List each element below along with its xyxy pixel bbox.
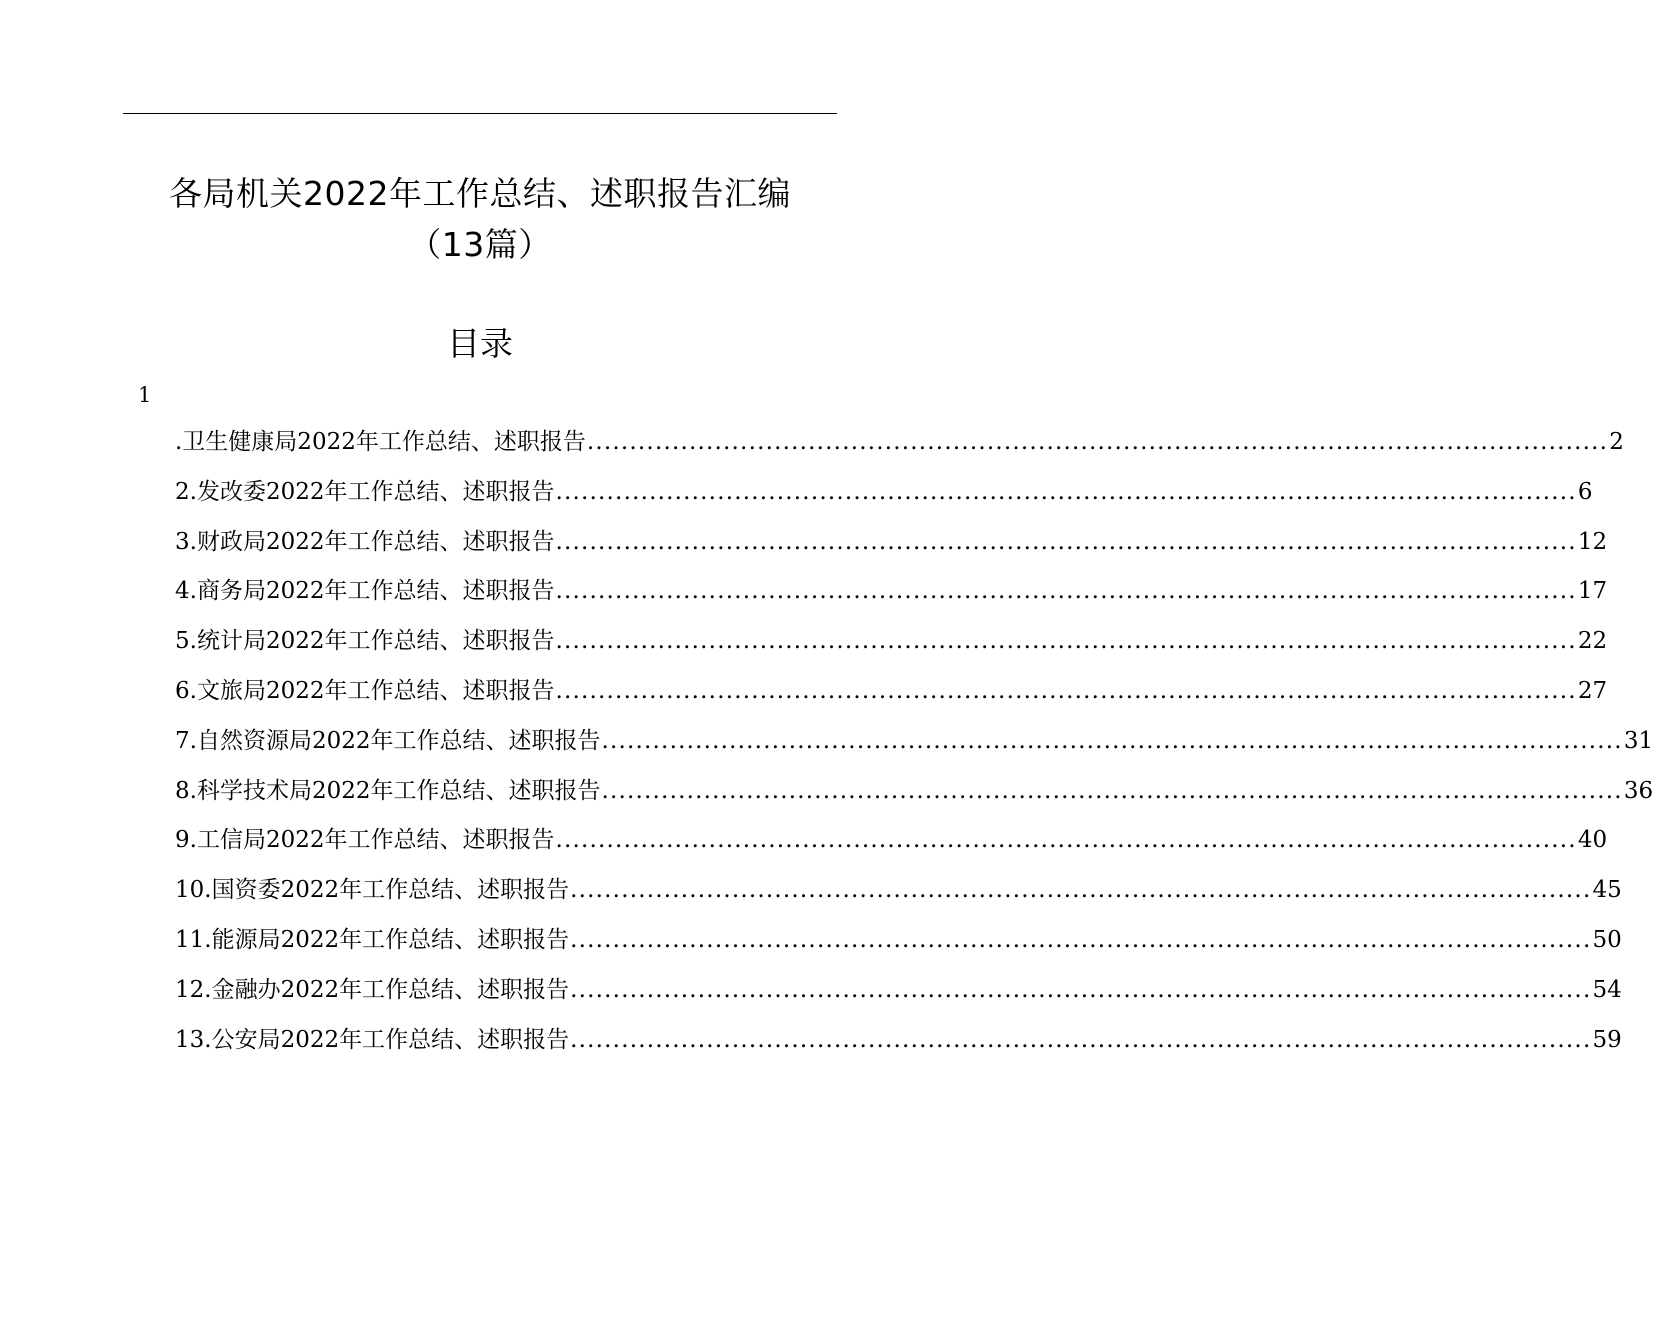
toc-entry-10[interactable] — [175, 870, 1622, 920]
toc-entry-label: 7.自然资源局2022年工作总结、述职报告 — [175, 727, 601, 754]
toc-leader-dots: ........................................................................................................................ — [570, 926, 1592, 953]
toc-entry-page: 17 — [1577, 578, 1608, 605]
toc-leader-dots: ........................................................................................................................ — [555, 628, 1577, 655]
toc-entry-label: 11.能源局2022年工作总结、述职报告 — [175, 926, 570, 953]
toc-entry-page: 59 — [1592, 1026, 1622, 1053]
document-subtitle: （13篇） — [408, 225, 552, 264]
toc-entry-4[interactable] — [175, 571, 1608, 621]
top-rule — [123, 113, 837, 114]
toc-leader-dots: ........................................................................................................................ — [570, 1026, 1592, 1053]
stray-number: 1 — [138, 383, 152, 407]
table-of-contents — [175, 422, 1653, 1069]
toc-entry-9[interactable] — [175, 820, 1608, 870]
toc-entry-11[interactable] — [175, 920, 1622, 970]
toc-entry-page: 22 — [1577, 628, 1608, 655]
toc-entry-3[interactable] — [175, 522, 1608, 572]
toc-entry-2[interactable] — [175, 472, 1593, 522]
toc-entry-1[interactable] — [175, 422, 1624, 472]
toc-entry-7[interactable] — [175, 721, 1653, 771]
toc-leader-dots: ........................................................................................................................ — [570, 877, 1592, 904]
toc-leader-dots: ........................................................................................................................ — [555, 677, 1577, 704]
toc-entry-label: 8.科学技术局2022年工作总结、述职报告 — [175, 777, 601, 804]
toc-entry-page: 31 — [1623, 727, 1653, 754]
toc-entry-13[interactable] — [175, 1020, 1622, 1070]
toc-entry-page: 36 — [1623, 777, 1653, 804]
toc-entry-label: 5.统计局2022年工作总结、述职报告 — [175, 628, 555, 655]
toc-entry-page: 2 — [1609, 429, 1624, 455]
toc-entry-page: 27 — [1577, 677, 1608, 704]
toc-entry-label: 9.工信局2022年工作总结、述职报告 — [175, 827, 555, 854]
toc-heading: 目录 — [447, 324, 513, 363]
toc-entry-label: 13.公安局2022年工作总结、述职报告 — [175, 1026, 570, 1053]
toc-entry-8[interactable] — [175, 771, 1653, 821]
toc-leader-dots: ........................................................................................................................ — [601, 777, 1623, 804]
toc-entry-page: 40 — [1577, 827, 1608, 854]
toc-leader-dots: ........................................................................................................................ — [555, 528, 1577, 555]
toc-entry-label: 12.金融办2022年工作总结、述职报告 — [175, 976, 570, 1003]
toc-entry-page: 50 — [1592, 926, 1622, 953]
toc-entry-page: 12 — [1577, 528, 1608, 555]
toc-entry-label: 2.发改委2022年工作总结、述职报告 — [175, 478, 555, 505]
toc-entry-label: 3.财政局2022年工作总结、述职报告 — [175, 528, 555, 555]
toc-leader-dots: ........................................................................................................................ — [601, 727, 1623, 754]
toc-entry-5[interactable] — [175, 621, 1608, 671]
toc-entry-label: 6.文旅局2022年工作总结、述职报告 — [175, 677, 555, 704]
toc-entry-page: 45 — [1592, 877, 1622, 904]
toc-leader-dots: ........................................................................................................................ — [555, 578, 1577, 605]
toc-leader-dots: ........................................................................................................................ — [586, 429, 1609, 455]
toc-entry-label: .卫生健康局2022年工作总结、述职报告 — [175, 429, 586, 455]
toc-entry-page: 54 — [1592, 976, 1622, 1003]
toc-leader-dots: ........................................................................................................................ — [555, 478, 1577, 505]
document-title: 各局机关2022年工作总结、述职报告汇编 — [169, 174, 791, 213]
toc-entry-label: 4.商务局2022年工作总结、述职报告 — [175, 578, 555, 605]
toc-leader-dots: ........................................................................................................................ — [555, 827, 1577, 854]
toc-entry-12[interactable] — [175, 970, 1622, 1020]
toc-entry-page: 6 — [1577, 478, 1593, 505]
toc-leader-dots: ........................................................................................................................ — [570, 976, 1592, 1003]
toc-entry-label: 10.国资委2022年工作总结、述职报告 — [175, 877, 570, 904]
toc-entry-6[interactable] — [175, 671, 1608, 721]
